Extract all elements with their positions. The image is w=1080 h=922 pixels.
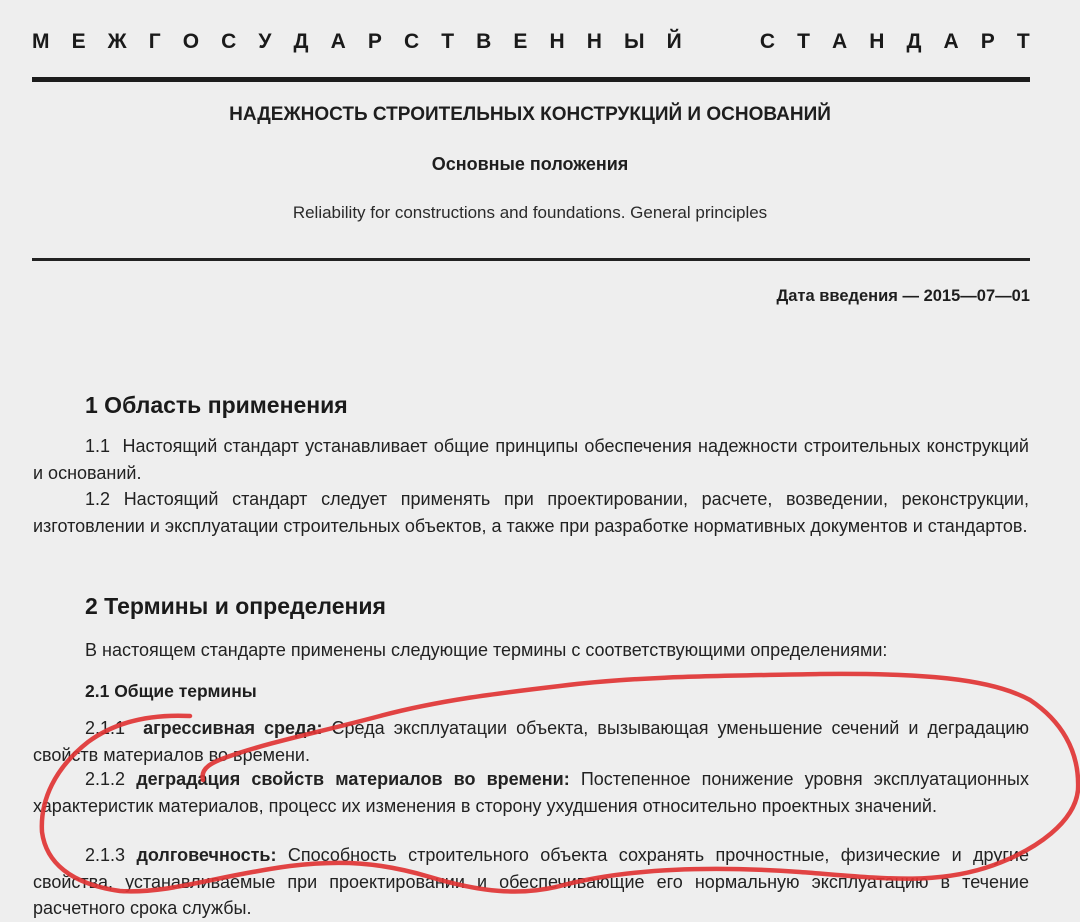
paragraph-number: 1.1 — [85, 436, 111, 456]
banner-letter: М — [32, 30, 50, 53]
effective-date: Дата введения — 2015—07—01 — [776, 287, 1030, 305]
term-definition: Среда эксплуатации объекта, вызывающая уменьшение сечений и деградацию свойств материалов во времени. — [33, 718, 1029, 765]
paragraph-1-1 — [33, 433, 1029, 486]
standard-banner — [32, 30, 1030, 54]
banner-letter: Й — [666, 30, 682, 53]
term-name: агрессивная среда: — [143, 718, 323, 738]
banner-letter: Ж — [107, 30, 127, 53]
banner-letter: А — [831, 30, 848, 53]
banner-letter: С — [221, 30, 237, 53]
term-2-1-3 — [33, 842, 1029, 922]
banner-letter: Н — [869, 30, 885, 53]
banner-gap — [704, 30, 738, 54]
document-title: НАДЕЖНОСТЬ СТРОИТЕЛЬНЫХ КОНСТРУКЦИЙ И ОСНОВАНИЙ — [229, 104, 831, 125]
banner-letter: Е — [513, 30, 528, 53]
banner-letter: Т — [797, 30, 810, 53]
banner-letter: С — [403, 30, 420, 53]
term-number: 2.1.1 — [85, 718, 126, 738]
english-title: Reliability for constructions and foundations. General principles — [292, 203, 768, 222]
subsection-2-1-heading: 2.1 Общие термины — [85, 681, 257, 701]
header-rule — [32, 258, 1030, 261]
banner-letter: Т — [441, 30, 455, 53]
term-2-1-2 — [33, 766, 1029, 819]
banner-letter: А — [330, 30, 346, 53]
paragraph-text: Настоящий стандарт устанавливает общие принципы обеспечения надежности строительных конструкций и оснований. — [33, 436, 1029, 483]
document-subtitle: Основные положения — [431, 154, 629, 174]
term-name: долговечность: — [136, 845, 277, 865]
term-definition: Способность строительного объекта сохранять прочностные, физические и другие свойства, устанавливаемые при проектировании и обеспечивающие его нормальную эксплуатацию в течение расчетного срока службы. — [33, 845, 1029, 918]
term-number: 2.1.2 — [85, 769, 126, 789]
term-number: 2.1.3 — [85, 845, 126, 865]
banner-letter: Р — [980, 30, 995, 53]
banner-letter: В — [476, 30, 492, 53]
banner-letter: Т — [1016, 30, 1030, 53]
banner-letter: О — [182, 30, 200, 53]
banner-letter: Д — [293, 30, 309, 53]
top-rule — [32, 77, 1030, 82]
banner-letter: Н — [549, 30, 565, 53]
term-definition: Постепенное понижение уровня эксплуатационных характеристик материалов, процесс их изменения в сторону ухудшения относительно проектных значений. — [33, 769, 1029, 816]
paragraph-text: Настоящий стандарт следует применять при проектировании, расчете, возведении, реконструкции, изготовлении и эксплуатации строительных объектов, а также при разработке нормативных документов и стандартов. — [33, 489, 1029, 536]
banner-letter: У — [258, 30, 272, 53]
paragraph-number: 1.2 — [85, 489, 111, 509]
banner-letter: Ы — [623, 30, 645, 53]
banner-letter: Н — [586, 30, 602, 53]
banner-letter: С — [759, 30, 775, 53]
banner-letter: Е — [71, 30, 86, 53]
section-2-heading: 2 Термины и определения — [85, 593, 386, 619]
section-1-heading: 1 Область применения — [85, 392, 348, 418]
banner-letter: А — [943, 30, 959, 53]
banner-letter: Р — [367, 30, 382, 53]
term-name: деградация свойств материалов во времени: — [136, 769, 570, 789]
section-2-intro: В настоящем стандарте применены следующие термины с соответствующими определениями: — [85, 640, 888, 660]
paragraph-1-2 — [33, 486, 1029, 539]
banner-letter: Г — [148, 30, 161, 53]
banner-letter: Д — [906, 30, 922, 53]
term-2-1-1 — [33, 715, 1029, 768]
